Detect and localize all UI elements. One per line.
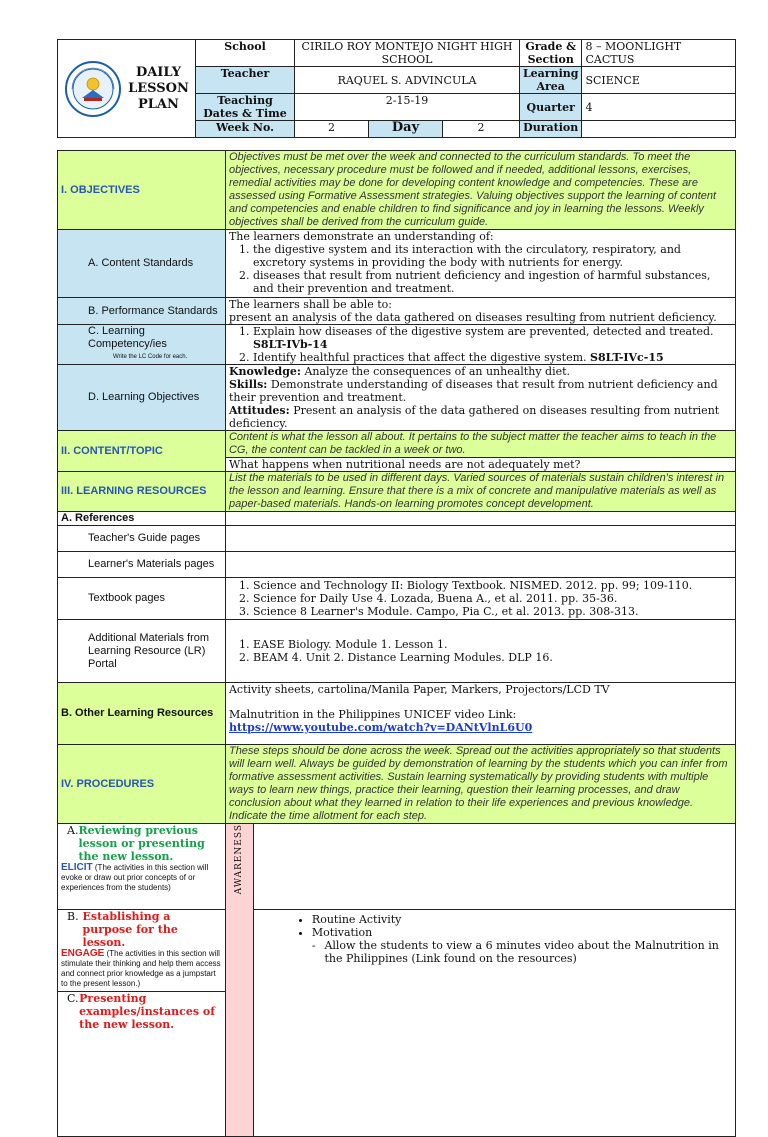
- knowledge-text: Analyze the consequences of an unhealthy diet.: [304, 365, 571, 378]
- references-label: A. References: [58, 512, 226, 526]
- attitudes-line: [229, 404, 732, 430]
- content-heading: II. CONTENT/TOPIC: [58, 431, 226, 472]
- teacher-value: RAQUEL S. ADVINCULA: [295, 67, 520, 94]
- competency-text: Identify healthful practices that affect the digestive system.: [252, 351, 587, 364]
- content-standards-label: A. Content Standards: [58, 230, 226, 298]
- video-text: Malnutrition in the Philippines UNICEF video Link:: [228, 708, 517, 721]
- doc-title: [128, 65, 189, 113]
- area-value: SCIENCE: [582, 67, 736, 94]
- procedure-c-text: Presenting examples/instances of the new lesson.: [79, 992, 215, 1031]
- knowledge-line: [229, 365, 732, 378]
- list-item: [312, 926, 732, 965]
- motivation-sub-text: Allow the students to view a 6 minutes video about the Malnutrition in the Philippines (Link found on the resources): [324, 939, 719, 965]
- attitudes-label: Attitudes:: [228, 404, 290, 417]
- competency-values: [225, 325, 735, 365]
- procedure-a-cell: [58, 824, 226, 910]
- elicit-desc: (The activities in this section will evoke or draw out prior concepts of or experiences from the students): [61, 863, 209, 892]
- engage-tag: ENGAGE: [61, 948, 105, 959]
- procedure-c-row: [61, 992, 222, 1031]
- elicit-tag: ELICIT: [61, 862, 93, 873]
- content-standards-cell: [225, 230, 735, 298]
- lc-code: S8LT-IVb-14: [252, 338, 328, 351]
- lr-portal-cell: [225, 620, 735, 683]
- week-label: Week No.: [195, 121, 294, 138]
- resources-heading: III. LEARNING RESOURCES: [58, 472, 226, 512]
- week-value: 2: [295, 121, 369, 138]
- day-label: Day: [368, 121, 442, 138]
- content-note: Content is what the lesson all about. It pertains to the subject matter the teacher aims to teach in the CG, the content can be tackled in a week or two.: [225, 431, 735, 458]
- video-link[interactable]: https://www.youtube.com/watch?v=DANtVlnL6U0: [228, 721, 533, 734]
- motivation-label: Motivation: [311, 926, 373, 939]
- school-label: School: [195, 40, 294, 67]
- other-resources-cell: [225, 683, 735, 745]
- procedures-note: These steps should be done across the week. Spread out the activities appropriately so that students will learn well. Always be guided by demonstration of learning by the students which you can infer from formative assessment activities. Sustain learning systematically by providing students with multiple ways to learn new things, practice their learning, question their learning processes, and draw conclusion about what they learned in relation to their life experiences and previous knowledge. Indicate the time allotment for each step.: [225, 745, 735, 824]
- list-item: 1. the digestive system and its interaction with the circulatory, respiratory, and excretory systems in providing the body with nutrients for energy.: [253, 243, 732, 269]
- procedure-a-content: [253, 824, 735, 910]
- list-item: 2. diseases that result from nutrient deficiency and ingestion of harmful substances, and their prevention and treatment.: [253, 269, 732, 295]
- attitudes-text: Present an analysis of the data gathered on diseases resulting from nutrient deficiency.: [228, 404, 720, 430]
- quarter-label: Quarter: [519, 94, 582, 121]
- procedures-heading: IV. PROCEDURES: [58, 745, 226, 824]
- skills-label: Skills:: [228, 378, 268, 391]
- engage-desc: (The activities in this section will stimulate their thinking and help them access and connect prior knowledge as a jumpstart to the present lesson.): [61, 949, 221, 988]
- lc-code: S8LT-IVc-15: [590, 351, 664, 364]
- area-label: Learning Area: [519, 67, 582, 94]
- dash-marker: -: [311, 939, 316, 952]
- lr-portal-label: Additional Materials from Learning Resource (LR) Portal: [58, 620, 226, 683]
- day-value: 2: [443, 121, 520, 138]
- content-standards-intro: The learners demonstrate an understanding of:: [228, 230, 494, 243]
- objectives-heading: I. OBJECTIVES: [58, 151, 226, 230]
- school-value: CIRILO ROY MONTEJO NIGHT HIGH SCHOOL: [295, 40, 520, 67]
- tg-pages-label: Teacher's Guide pages: [58, 526, 226, 552]
- procedure-c-cell: [58, 992, 226, 1137]
- list-item: 2. Science for Daily Use 4. Lozada, Buena A., et al. 2011. pp. 35-36.: [253, 592, 732, 605]
- performance-text: present an analysis of the data gathered on diseases resulting from nutrient deficiency.: [228, 311, 717, 324]
- learning-objectives-cell: [225, 365, 735, 431]
- teacher-label: Teacher: [195, 67, 294, 94]
- other-resources-text: Activity sheets, cartolina/Manila Paper, Markers, Projectors/LCD TV: [228, 683, 610, 696]
- competency-cell: [58, 325, 226, 365]
- quarter-value: 4: [582, 94, 736, 121]
- header-table: [57, 39, 736, 138]
- competency-sub: Write the LC Code for each.: [113, 354, 188, 360]
- references-value: [225, 512, 735, 526]
- learning-objectives-label: D. Learning Objectives: [58, 365, 226, 431]
- duration-value: [582, 121, 736, 138]
- other-resources-label: B. Other Learning Resources: [58, 683, 226, 745]
- duration-label: Duration: [519, 121, 582, 138]
- lm-pages-label: Learner's Materials pages: [58, 552, 226, 578]
- lm-pages-value: [225, 552, 735, 578]
- skills-line: [229, 378, 732, 404]
- procedure-b-content: [253, 910, 735, 1137]
- logo-title-cell: [58, 40, 196, 138]
- procedure-b-row: [61, 910, 222, 949]
- resources-note: List the materials to be used in different days. Varied sources of materials sustain children's interest in the lesson and learning. Ensure that there is a mix of concrete and manipulative materials as well as paper-based materials. Hands-on learning promotes concept development.: [225, 472, 735, 512]
- list-item: [253, 351, 732, 364]
- procedure-b-cell: [58, 910, 226, 992]
- list-item: 1. Science and Technology II: Biology Textbook. NISMED. 2012. pp. 99; 109-110.: [253, 579, 732, 592]
- skills-text: Demonstrate understanding of diseases that result from nutrient deficiency and their prevention and treatment.: [228, 378, 718, 404]
- list-item: [253, 325, 732, 351]
- list-item: 1. EASE Biology. Module 1. Lesson 1.: [253, 638, 732, 651]
- list-item: • Routine Activity: [312, 913, 732, 926]
- procedure-a-text: Reviewing previous lesson or presenting the new lesson.: [78, 824, 205, 863]
- procedure-c-letter: C.: [67, 992, 79, 1005]
- doc-title-line: LESSON: [128, 80, 189, 96]
- objectives-note: Objectives must be met over the week and connected to the curriculum standards. To meet the objectives, necessary procedure must be followed and if needed, additional lessons, exercises, remedial activities may be done for developing content knowledge and competencies. These are assessed using Formative Assessment strategies. Valuing objectives support the learning of content and competencies and enable children to find significance and joy in learning the lessons. Weekly objectives shall be derived from the curriculum guide.: [225, 151, 735, 230]
- awareness-strip: [225, 824, 253, 1137]
- procedure-b-text: Establishing a purpose for the lesson.: [82, 910, 178, 949]
- procedure-a-letter: A.: [67, 824, 79, 837]
- procedure-b-letter: B.: [67, 910, 79, 923]
- competency-label: C. Learning Competency/ies: [88, 325, 167, 350]
- lesson-plan-table: [57, 150, 736, 1137]
- list-item: 3. Science 8 Learner's Module. Campo, Pia C., et al. 2013. pp. 308-313.: [253, 605, 732, 618]
- dates-value: 2-15-19: [295, 94, 520, 121]
- textbook-pages-cell: [225, 578, 735, 620]
- knowledge-label: Knowledge:: [228, 365, 301, 378]
- list-item: 2. BEAM 4. Unit 2. Distance Learning Modules. DLP 16.: [253, 651, 732, 664]
- performance-standards-label: B. Performance Standards: [58, 298, 226, 325]
- textbook-pages-label: Textbook pages: [58, 578, 226, 620]
- doc-title-line: DAILY: [135, 64, 181, 80]
- procedure-a-desc: [61, 863, 222, 893]
- awareness-label: AWARENESS: [233, 824, 244, 895]
- motivation-sub: [312, 939, 732, 965]
- content-topic: What happens when nutritional needs are not adequately met?: [225, 458, 735, 472]
- procedure-b-desc: [61, 949, 222, 989]
- doc-title-line: PLAN: [138, 96, 179, 112]
- grade-value: 8 – MOONLIGHT CACTUS: [582, 40, 736, 67]
- competency-text: Explain how diseases of the digestive system are prevented, detected and treated.: [252, 325, 714, 338]
- tg-pages-value: [225, 526, 735, 552]
- dates-label: Teaching Dates & Time: [195, 94, 294, 121]
- deped-seal-icon: [64, 60, 122, 118]
- performance-standards-cell: [225, 298, 735, 325]
- grade-label: Grade & Section: [519, 40, 582, 67]
- performance-intro: The learners shall be able to:: [228, 298, 392, 311]
- procedure-a-row: [61, 824, 222, 863]
